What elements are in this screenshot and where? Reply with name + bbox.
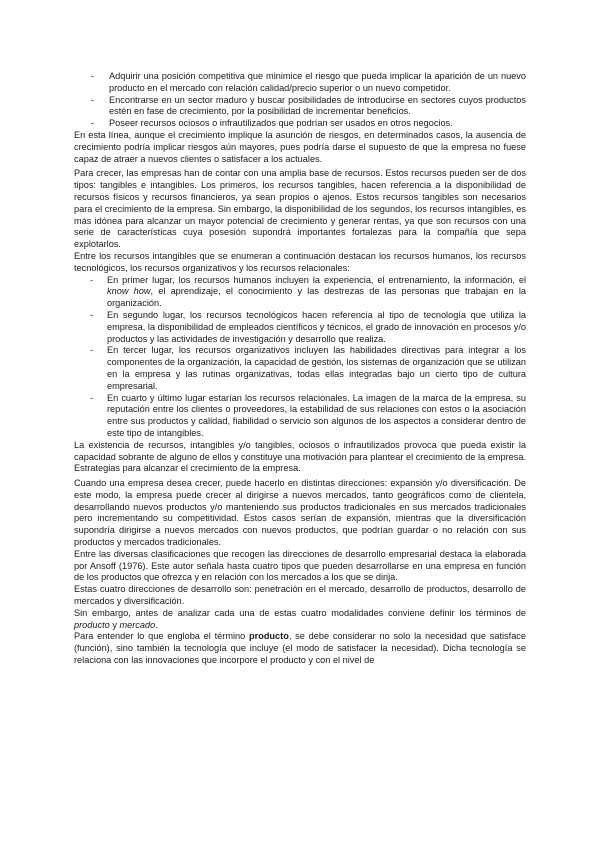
bullet-text: En primer lugar, los recursos humanos incluyen la experiencia, el entrenamiento, la información, el know how, el aprendizaje, el conocimiento y las destrezas de las personas que trabajan en la organización. — [107, 274, 526, 309]
bullet-marker: - — [90, 345, 94, 356]
section-heading: Estrategias para alcanzar el crecimiento de la empresa. — [74, 463, 301, 474]
paragraph: Estas cuatro direcciones de desarrollo son: penetración en el mercado, desarrollo de productos, desarrollo de mercados y diversificación. — [74, 584, 526, 607]
bullet-item — [74, 118, 526, 130]
bullet-marker: - — [91, 118, 95, 129]
paragraph: En esta línea, aunque el crecimiento implique la asunción de riesgos, en determinados casos, la ausencia de crecimiento podría implicar riesgos aún mayores, pues podría darse el supuesto de que la empresa no fuese capaz de atraer a nuevos clientes o satisfacer a los actuales. — [74, 129, 526, 164]
bullet-text: Poseer recursos ociosos o infrautilizados que podrían ser usados en otros negocios. — [109, 118, 453, 129]
paragraph: Para crecer, las empresas han de contar con una amplia base de recursos. Estos recursos pueden ser de dos tipos: tangibles e intangibles. Los primeros, los recursos tangibles, hacen referencia a la disponibilidad de recursos físicos y recursos financieros, ya sean propios o ajenos. Estos recursos tangibles son necesarios para el crecimiento de la empresa. Sin embargo, la disponibilidad de los segundos, los recursos intangibles, es más idónea para alcanzar un mayor potencial de crecimiento y generar rentas, ya que son recursos con una serie de características cuya posesión supondrá importantes fortalezas para la compañía que sepa explotarlos. — [74, 168, 526, 250]
bullet-text: En tercer lugar, los recursos organizativos incluyen las habilidades directivas para integrar a los componentes de la organización, la capacidad de gestión, los sistemas de organización que se utilizan en la empresa y las rutinas organizativas, todas ellas integradas bajo un cierto tipo de cultura empresarial. — [107, 345, 526, 391]
bullet-item — [74, 71, 526, 95]
bullet-item — [74, 345, 526, 392]
paragraph: Entre los recursos intangibles que se enumeran a continuación destacan los recursos humanos, los recursos tecnológicos, los recursos organizativos y los recursos relacionales: — [74, 250, 526, 273]
bullet-text: En cuarto y último lugar estarían los recursos relacionales. La imagen de la marca de la empresa, su reputación entre los clientes o proveedores, la estabilidad de sus relaciones con estos o la asociación entre sus productos y calidad, fiabilidad o servicio son algunos de los aspectos a considerar dentro de este tipo de intangibles. — [107, 392, 526, 438]
paragraph: Cuando una empresa desea crecer, puede hacerlo en distintas direcciones: expansión y/o diversificación. De este modo, la empresa puede crecer al dirigirse a nuevos mercados, tanto geográficos como de clientela, desarrollando nuevos productos y/o manteniendo sus productos tradicionales en sus mercados tradicionales pero incrementando su competitividad. Estos casos serían de expansión, mientras que la diversificación supondría dirigirse a nuevos mercados con nuevos productos, que podrían guardar o no relación con sus productos y mercados tradicionales. — [74, 478, 526, 548]
bullet-item — [74, 310, 526, 345]
document-body — [74, 71, 526, 667]
bullet-text: En segundo lugar, los recursos tecnológicos hacen referencia al tipo de tecnología que utiliza la empresa, la disponibilidad de empleados científicos y técnicos, el grado de innovación en procesos y/o productos y las actividades de investigación y desarrollo que realiza. — [107, 309, 526, 344]
paragraph: Entre las diversas clasificaciones que recogen las direcciones de desarrollo empresarial destaca la elaborada por Ansoff (1976). Este autor señala hasta cuatro tipos que pueden desarrollarse en una empresa en función de los productos que ofrezca y en relación con los mercados a los que se dirija. — [74, 548, 526, 583]
paragraph: La existencia de recursos, intangibles y/o tangibles, ociosos o infrautilizados provoca que pueda existir la capacidad sobrante de alguno de ellos y constituye una motivación para plantear el crecimiento de la empresa. — [74, 439, 526, 462]
paragraph: Para entender lo que engloba el término producto, se debe considerar no solo la necesidad que satisface (función), sino también la tecnología que incluye (el modo de satisfacer la necesidad). Dicha tecnología se relaciona con las innovaciones que incorpore el producto y con el nivel de — [74, 631, 527, 666]
bullet-item — [74, 393, 526, 440]
bullet-item — [74, 95, 526, 119]
bullet-marker: - — [90, 309, 94, 320]
bullet-text: Encontrarse en un sector maduro y buscar posibilidades de introducirse en sectores cuyos productos estén en fase de crecimiento, por la posibilidad de incrementar beneficios. — [109, 94, 526, 117]
bullet-text: Adquirir una posición competitiva que minimice el riesgo que pueda implicar la aparición de un nuevo producto en el mercado con relación calidad/precio superior o un nuevo competidor. — [109, 71, 526, 93]
bullet-marker: - — [90, 392, 94, 403]
paragraph: Sin embargo, antes de analizar cada una de estas cuatro modalidades conviene definir los términos de producto y mercado. — [74, 607, 526, 630]
bullet-item — [74, 275, 526, 310]
bullet-marker: - — [91, 71, 95, 81]
bullet-marker: - — [90, 274, 94, 285]
bullet-marker: - — [91, 94, 95, 105]
